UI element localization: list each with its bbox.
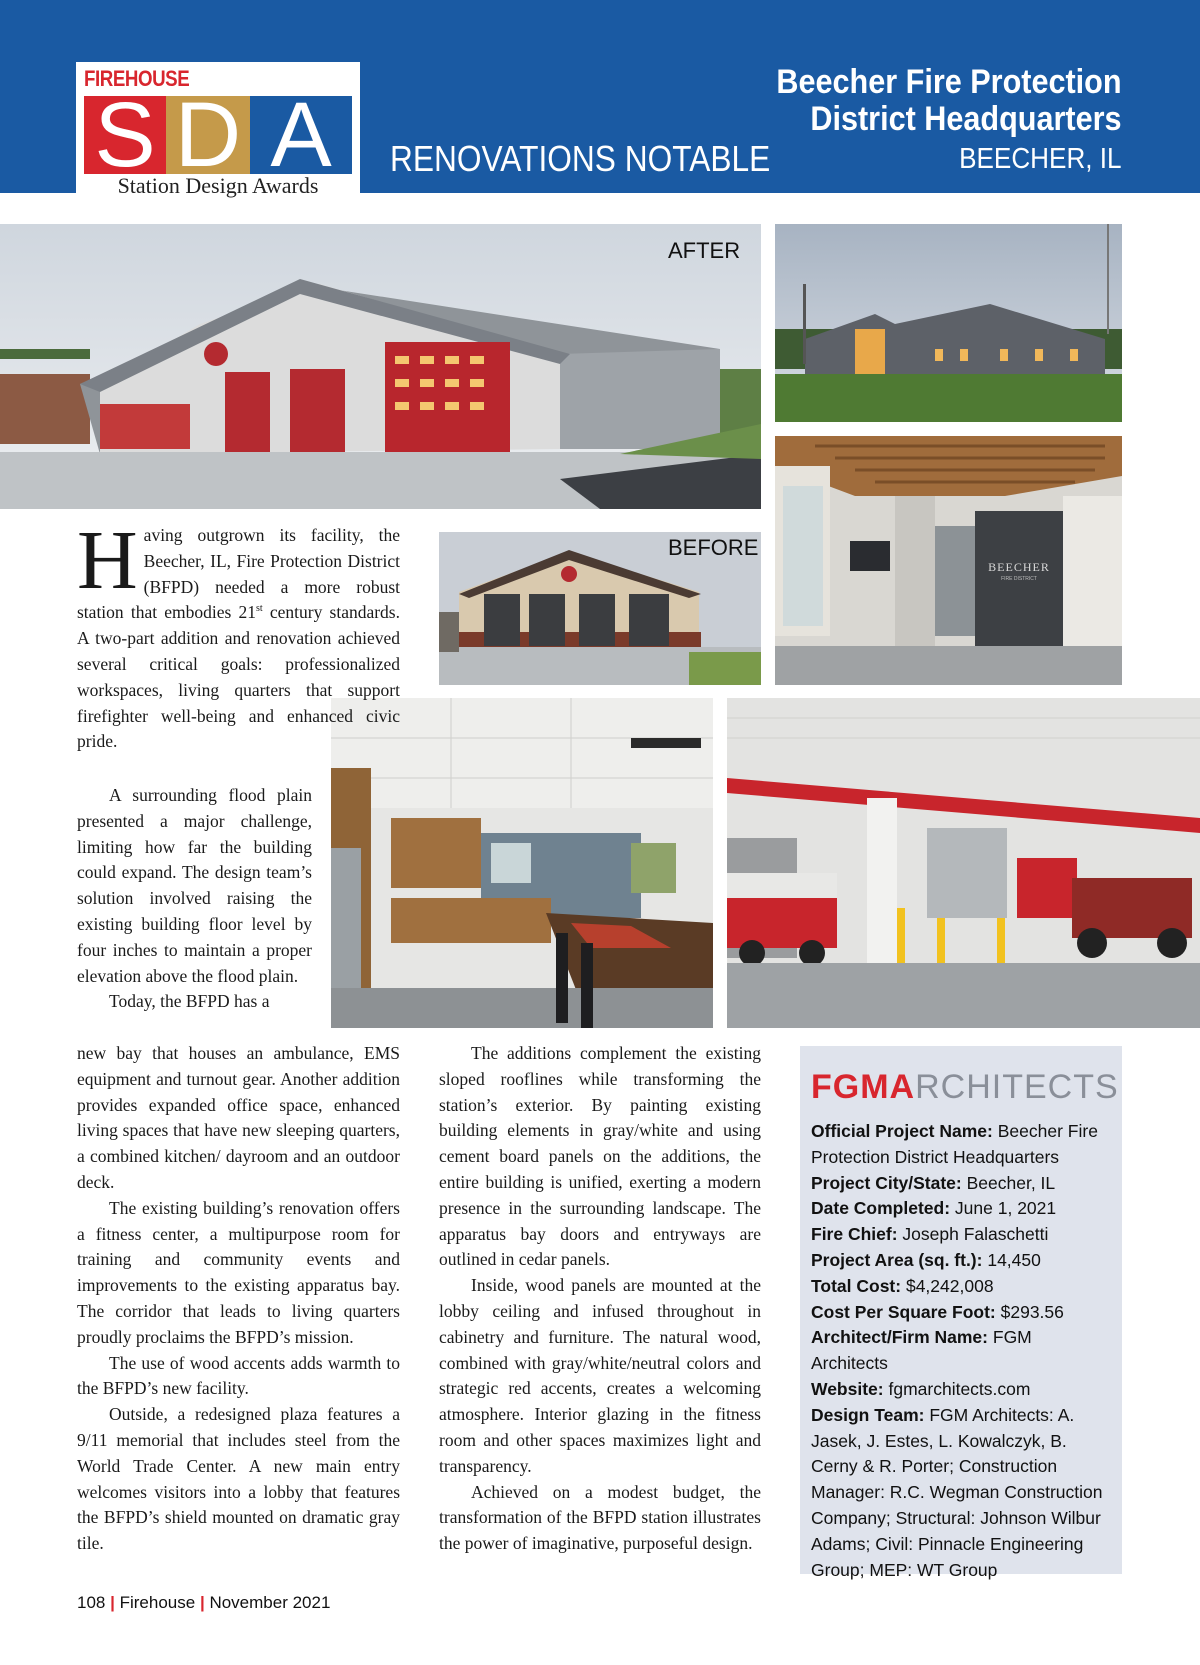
- info-value: FGM Architects: [811, 1327, 1032, 1374]
- article-paragraph-4: The existing building’s renovation offers a fitness center, a multipurpose room for training and community events and improvements to the existing apparatus bay. The corridor that leads to living quarters proudly proclaims the BFPD’s mission.: [77, 1197, 400, 1347]
- info-row: [811, 1196, 1112, 1222]
- article-paragraph-5: The use of wood accents adds warmth to the BFPD’s new facility.: [77, 1352, 400, 1399]
- logo-letter-s: S: [84, 96, 166, 174]
- info-row: [811, 1300, 1112, 1326]
- info-row: [811, 1171, 1112, 1197]
- logo-letter-a: A: [250, 96, 352, 174]
- article-column-1-top: [77, 514, 400, 755]
- info-label: Design Team:: [811, 1404, 925, 1425]
- info-label: Fire Chief:: [811, 1224, 898, 1245]
- info-row: [811, 1248, 1112, 1274]
- brand-strong: FGMA: [811, 1068, 916, 1106]
- page-folio: 108 | Firehouse | November 2021: [77, 1593, 331, 1612]
- award-category: RENOVATIONS NOTABLE: [390, 138, 771, 179]
- info-value: $293.56: [1000, 1301, 1064, 1322]
- title-line-1: Beecher Fire Protection: [776, 63, 1122, 101]
- sda-logo: [76, 62, 360, 198]
- info-value: 14,450: [987, 1249, 1041, 1270]
- info-value: Beecher Fire Protection District Headquarters: [811, 1121, 1098, 1167]
- logo-subtitle: Station Design Awards: [117, 173, 319, 198]
- info-row: [811, 1274, 1112, 1300]
- article-paragraph-9: Achieved on a modest budget, the transformation of the BFPD station illustrates the power of imaginative, purposeful design.: [439, 1481, 761, 1554]
- article-column-1-narrow: [77, 783, 312, 1015]
- info-label: Official Project Name:: [811, 1121, 993, 1141]
- project-info-box: [800, 1046, 1122, 1580]
- article-paragraph-6: Outside, a redesigned plaza features a 9/11 memorial that includes steel from the World Trade Center. A new main entry welcomes visitors into a lobby that features the BFPD’s shield mounted on dramatic gray tile.: [77, 1404, 400, 1554]
- p1-superscript: st: [256, 603, 263, 615]
- drop-cap: H: [77, 514, 138, 607]
- article-paragraph-3a: Today, the BFPD has a: [109, 991, 270, 1012]
- info-row: [811, 1377, 1112, 1403]
- brand-light: RCHITECTS: [915, 1068, 1119, 1106]
- info-label: Total Cost:: [811, 1275, 902, 1296]
- project-location: BEECHER, IL: [959, 143, 1122, 175]
- after-label: AFTER: [668, 238, 741, 263]
- info-row: [811, 1403, 1112, 1584]
- article-paragraph-1: [77, 514, 400, 755]
- p1-text: aving outgrown its facility, the Beecher, IL, Fire Protection District (BFPD) needed a more robust station that embodies 21: [77, 525, 400, 623]
- photo-after-exterior: [0, 224, 761, 509]
- photo-lobby: [775, 436, 1122, 685]
- fgm-architects-logo: [811, 1068, 1119, 1107]
- before-label: BEFORE: [668, 535, 759, 560]
- info-label: Date Completed:: [811, 1198, 951, 1219]
- article-paragraph-3b: new bay that houses an ambulance, EMS equipment and turnout gear. Another addition provides expanded office space, enhanced living spaces that have new sleeping quarters, a combined kitchen/ dayroom and an outdoor deck.: [77, 1043, 400, 1192]
- p1-end: century standards. A two-part addition and renovation achieved several critical goals: professionalized workspaces, living quarters that support firefighter well-being and enhanced civic pride.: [77, 602, 400, 752]
- page-number: 108: [77, 1593, 106, 1612]
- photo-exterior-dusk: [775, 224, 1122, 422]
- info-value: Joseph Falaschetti: [902, 1224, 1049, 1245]
- info-label: Cost Per Square Foot:: [811, 1301, 996, 1322]
- info-value: June 1, 2021: [954, 1198, 1057, 1219]
- info-value: Beecher, IL: [966, 1172, 1056, 1193]
- info-label: Architect/Firm Name:: [811, 1327, 988, 1348]
- info-value: $4,242,008: [905, 1275, 994, 1296]
- project-title: [738, 64, 1122, 178]
- info-label: Project Area (sq. ft.):: [811, 1249, 983, 1270]
- info-row: [811, 1325, 1112, 1377]
- article-paragraph-7: The additions complement the existing sloped rooflines while transforming the station’s exterior. By painting existing building elements in gray/white and using cement board panels on the additions, the entire building is unified, exerting a modern presence in the surrounding landscape. The apparatus bay doors and entryways are outlined in cedar panels.: [439, 1043, 761, 1270]
- article-column-2: [439, 1041, 761, 1557]
- article-paragraph-8: Inside, wood panels are mounted at the lobby ceiling and infused throughout in cabinetry and furniture. The natural wood, combined with gray/white/neutral colors and strategic red accents, creates a welcoming atmosphere. Interior glazing in the fitness room and other spaces maximizes light and transparency.: [439, 1275, 761, 1476]
- info-row: [811, 1119, 1112, 1171]
- article-paragraph-2: A surrounding flood plain presented a major challenge, limiting how far the building could expand. The design team’s solution involved raising the existing building floor level by four inches to maintain a proper elevation above the flood plain.: [77, 785, 312, 986]
- info-value: fgmarchitects.com: [888, 1378, 1031, 1399]
- article-column-1-bottom: [77, 1041, 400, 1557]
- magazine-name: Firehouse: [119, 1593, 196, 1612]
- info-label: Project City/State:: [811, 1172, 962, 1193]
- issue-date: November 2021: [209, 1593, 331, 1612]
- photo-apparatus-bay: [727, 698, 1200, 1028]
- info-value: FGM Architects: A. Jasek, J. Estes, L. Kowalczyk, B. Cerny & R. Porter; Construction Manager: R.C. Wegman Construction Company; Structural: Johnson Wilbur Adams; Civil: Pinnacle Engineering Group; MEP: WT Group: [811, 1404, 1103, 1580]
- logo-letter-d: D: [166, 96, 250, 174]
- lobby-sign: BEECHER: [988, 560, 1050, 574]
- title-line-2: District Headquarters: [810, 100, 1122, 138]
- project-info-list: [811, 1119, 1112, 1583]
- info-label: Website:: [811, 1378, 884, 1399]
- lobby-sign-sub: FIRE DISTRICT: [1001, 576, 1037, 582]
- info-row: [811, 1222, 1112, 1248]
- logo-firehouse-wordmark: FIREHOUSE: [84, 66, 190, 91]
